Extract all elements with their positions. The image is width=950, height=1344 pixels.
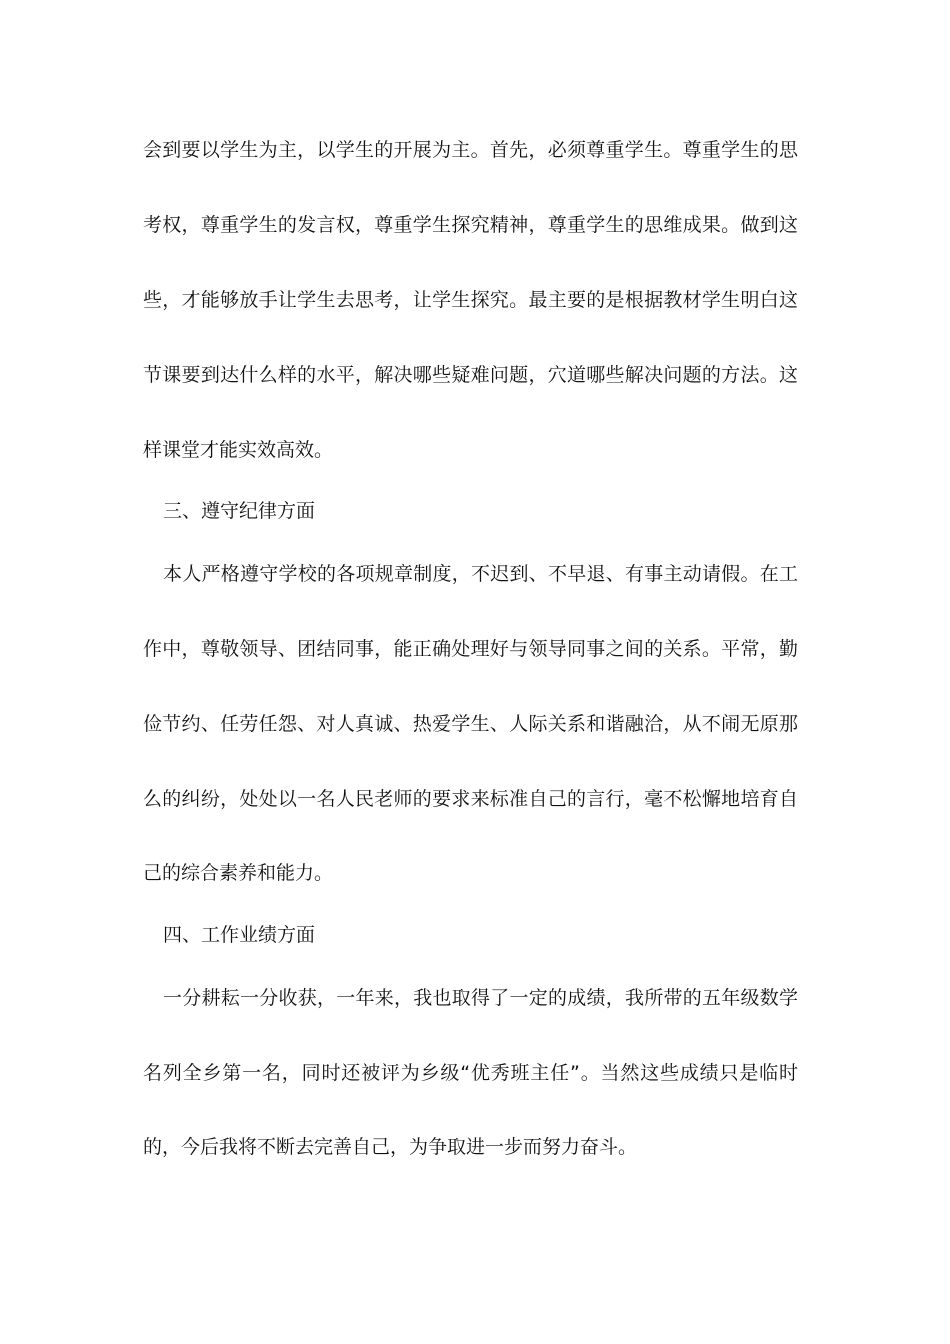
- section-heading: 四、工作业绩方面: [163, 924, 316, 946]
- paragraph-line: 一分耕耘一分收获，一年来，我也取得了一定的成绩，我所带的五年级数学: [163, 987, 798, 1009]
- section-heading: 三、遵守纪律方面: [163, 500, 316, 522]
- paragraph-line: 会到要以学生为主，以学生的开展为主。首先，必须尊重学生。尊重学生的思: [143, 139, 798, 161]
- paragraph-line: 节课要到达什么样的水平，解决哪些疑难问题，穴道哪些解决问题的方法。这: [143, 364, 798, 386]
- paragraph-line: 么的纠纷，处处以一名人民老师的要求来标准自己的言行，毫不松懈地培育自: [143, 788, 798, 810]
- paragraph-line: 俭节约、任劳任怨、对人真诚、热爱学生、人际关系和谐融洽，从不闹无原那: [143, 713, 798, 735]
- paragraph-line: 考权，尊重学生的发言权，尊重学生探究精神，尊重学生的思维成果。做到这: [143, 214, 798, 236]
- paragraph-line: 本人严格遵守学校的各项规章制度，不迟到、不早退、有事主动请假。在工: [163, 563, 798, 585]
- paragraph-line: 作中，尊敬领导、团结同事，能正确处理好与领导同事之间的关系。平常，勤: [143, 638, 798, 660]
- paragraph-line: 名列全乡第一名，同时还被评为乡级“优秀班主任”。当然这些成绩只是临时: [143, 1062, 798, 1084]
- paragraph-line: 样课堂才能实效高效。: [143, 439, 334, 461]
- paragraph-line: 的，今后我将不断去完善自己，为争取进一步而努力奋斗。: [143, 1136, 638, 1158]
- paragraph-line: 己的综合素养和能力。: [143, 862, 334, 884]
- paragraph-line: 些，才能够放手让学生去思考，让学生探究。最主要的是根据教材学生明白这: [143, 289, 798, 311]
